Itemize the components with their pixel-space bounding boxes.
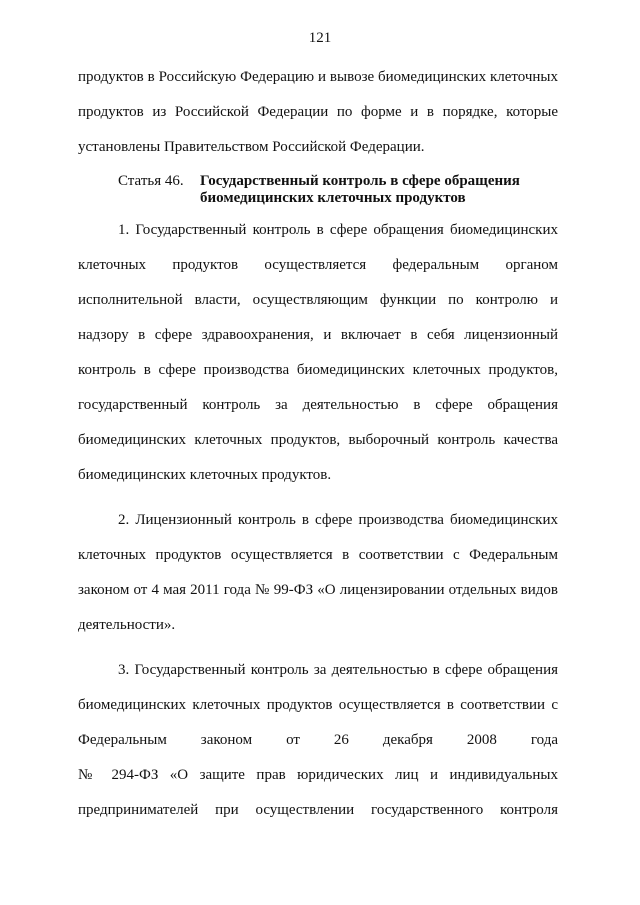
text-line: продуктов из Российской Федерации по форме и в порядке, которые [78,104,558,120]
document-body [78,64,558,832]
paragraph-1 [78,217,558,497]
article-title [200,173,520,207]
text-line: клеточных продуктов осуществляется в соответствии с Федеральным [78,547,558,563]
text-line: надзору в сфере здравоохранения, и включает в себя лицензионный [78,327,558,343]
text-line: 3. Государственный контроль за деятельностью в сфере обращения [118,662,558,678]
text-line: биомедицинских клеточных продуктов, выборочный контроль качества [78,432,558,448]
intro-paragraph [78,64,558,169]
paragraph-2 [78,507,558,647]
text-line: продуктов в Российскую Федерацию и вывозе биомедицинских клеточных [78,69,558,85]
text-line: установлены Правительством Российской Федерации. [78,139,425,155]
text-line: контроль в сфере производства биомедицинских клеточных продуктов, [78,362,558,378]
article-title-line: биомедицинских клеточных продуктов [200,190,466,206]
text-line: № 294-ФЗ «О защите прав юридических лиц и индивидуальных [78,767,558,783]
page-number: 121 [308,30,332,46]
text-line: Федеральным законом от 26 декабря 2008 года [78,732,558,748]
text-line: биомедицинских клеточных продуктов осуществляется в соответствии с [78,697,558,713]
text-line: законом от 4 мая 2011 года № 99-ФЗ «О лицензировании отдельных видов [78,582,558,598]
article-label: Статья 46. [118,173,184,189]
text-line: деятельности». [78,617,176,633]
text-line: государственный контроль за деятельностью в сфере обращения [78,397,558,413]
paragraph-3 [78,657,558,832]
text-line: 1. Государственный контроль в сфере обращения биомедицинских [118,222,558,238]
text-line: предпринимателей при осуществлении государственного контроля [78,802,558,818]
text-line: клеточных продуктов осуществляется федеральным органом [78,257,558,273]
article-heading [78,173,558,207]
text-line: биомедицинских клеточных продуктов. [78,467,332,483]
text-line: 2. Лицензионный контроль в сфере производства биомедицинских [118,512,558,528]
article-title-line: Государственный контроль в сфере обращения [200,173,520,189]
text-line: исполнительной власти, осуществляющим функции по контролю и [78,292,558,308]
